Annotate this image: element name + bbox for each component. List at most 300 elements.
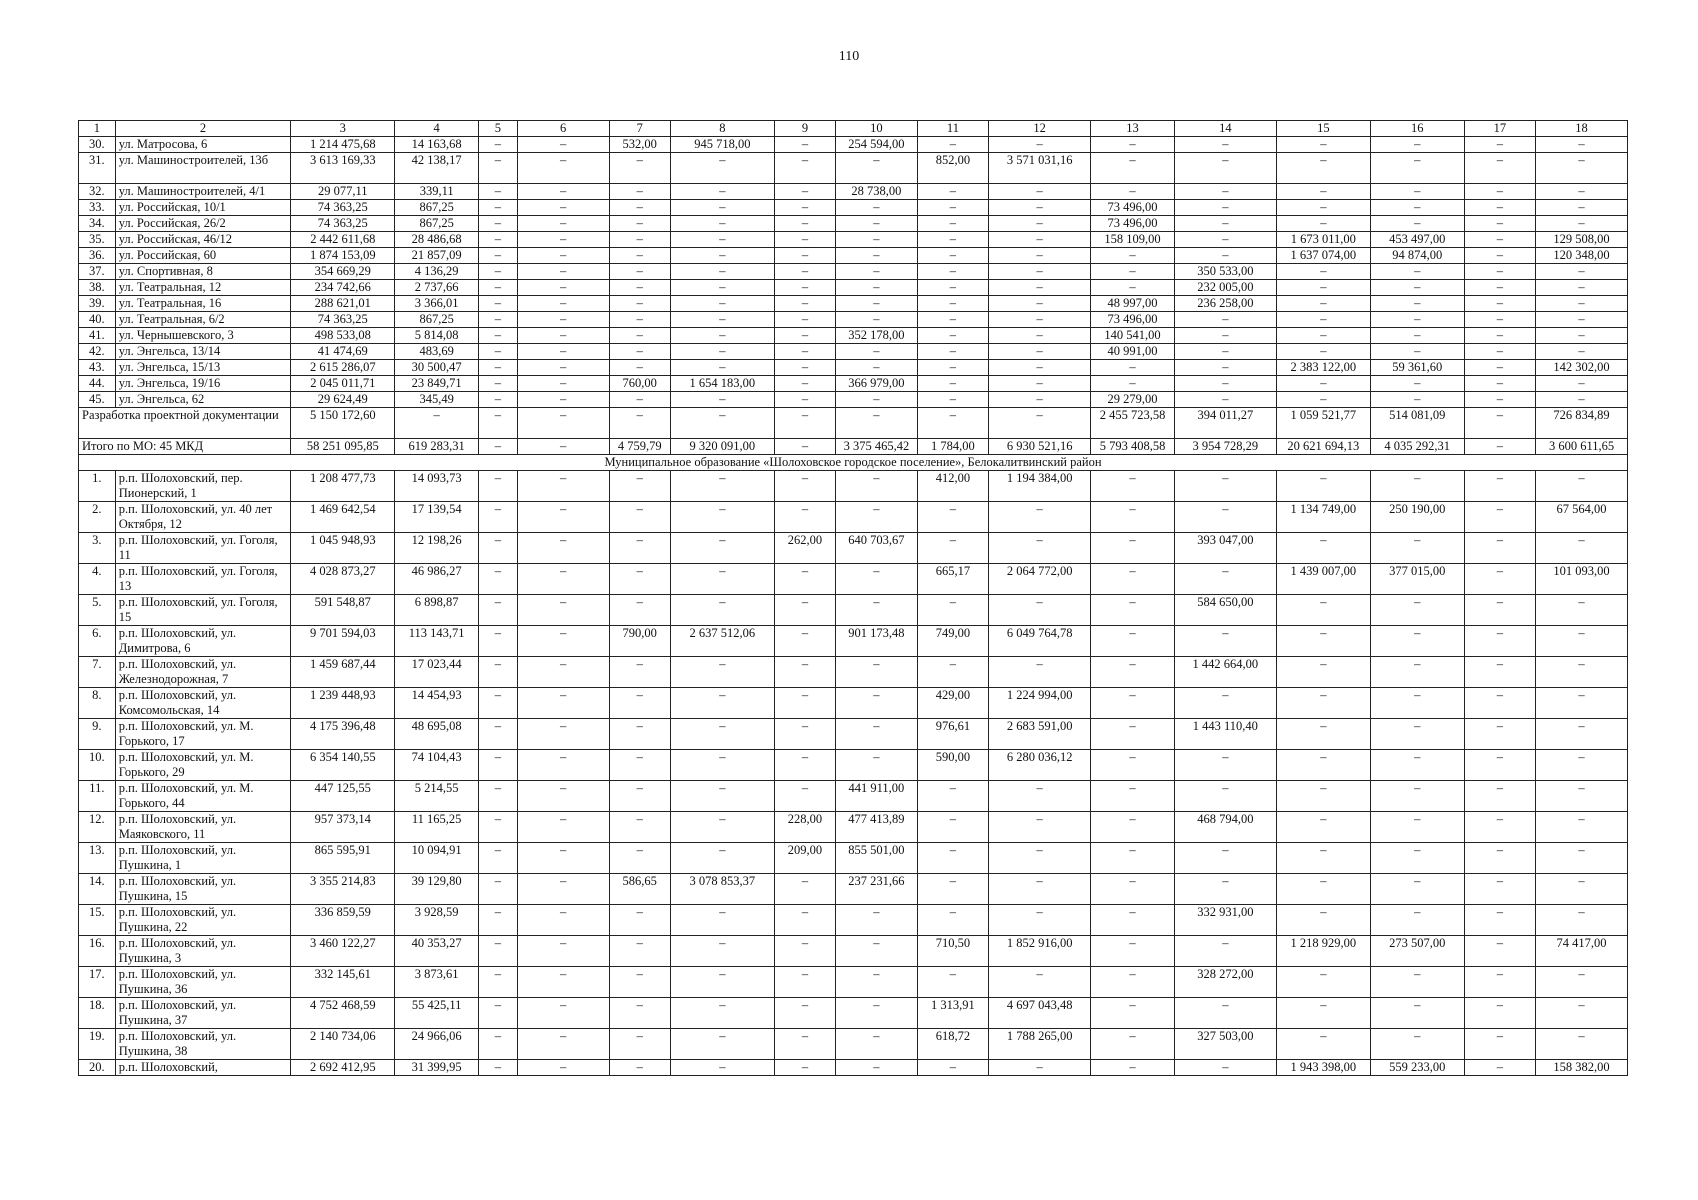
value-cell: 1 443 110,40 xyxy=(1174,719,1276,750)
value-cell: – xyxy=(670,200,774,216)
address-cell: р.п. Шолоховский, ул. М. Горького, 17 xyxy=(115,719,291,750)
value-cell: – xyxy=(478,408,517,439)
value-cell: – xyxy=(478,137,517,153)
value-cell: 1 224 994,00 xyxy=(989,688,1091,719)
value-cell: – xyxy=(609,471,670,502)
value-cell: 339,11 xyxy=(395,184,479,200)
value-cell: 2 455 723,58 xyxy=(1091,408,1175,439)
value-cell: – xyxy=(1536,153,1628,184)
value-cell: – xyxy=(1370,280,1464,296)
address-cell: ул. Энгельса, 15/13 xyxy=(115,360,291,376)
address-cell: ул. Российская, 60 xyxy=(115,248,291,264)
value-cell: – xyxy=(836,312,918,328)
value-cell: – xyxy=(1536,967,1628,998)
value-cell: 4 136,29 xyxy=(395,264,479,280)
value-cell: – xyxy=(1276,688,1370,719)
column-header: 5 xyxy=(478,121,517,137)
value-cell: – xyxy=(989,360,1091,376)
row-number: 30. xyxy=(79,137,116,153)
value-cell: – xyxy=(1174,392,1276,408)
value-cell: – xyxy=(989,1060,1091,1076)
value-cell: – xyxy=(989,248,1091,264)
value-cell: – xyxy=(989,137,1091,153)
row-number: 42. xyxy=(79,344,116,360)
value-cell: – xyxy=(1464,439,1535,455)
value-cell: – xyxy=(774,874,835,905)
value-cell: – xyxy=(609,216,670,232)
value-cell: – xyxy=(1174,750,1276,781)
value-cell: – xyxy=(1276,812,1370,843)
value-cell: – xyxy=(989,408,1091,439)
table-row xyxy=(79,812,1628,843)
value-cell: – xyxy=(1276,296,1370,312)
value-cell: – xyxy=(609,812,670,843)
value-cell: – xyxy=(1464,312,1535,328)
value-cell: – xyxy=(989,392,1091,408)
value-cell: – xyxy=(836,232,918,248)
section-title: Муниципальное образование «Шолоховское городское поселение», Белокалитвинский район xyxy=(79,455,1628,471)
row-number: 38. xyxy=(79,280,116,296)
value-cell: – xyxy=(517,595,609,626)
value-cell: – xyxy=(1370,595,1464,626)
value-cell: – xyxy=(1276,264,1370,280)
address-cell: ул. Театральная, 16 xyxy=(115,296,291,312)
value-cell: – xyxy=(1464,216,1535,232)
value-cell: 254 594,00 xyxy=(836,137,918,153)
value-cell: – xyxy=(774,657,835,688)
row-number: 45. xyxy=(79,392,116,408)
value-cell: – xyxy=(1370,296,1464,312)
address-cell: ул. Театральная, 12 xyxy=(115,280,291,296)
value-cell: – xyxy=(609,392,670,408)
value-cell: – xyxy=(917,812,988,843)
value-cell: – xyxy=(478,184,517,200)
column-header: 9 xyxy=(774,121,835,137)
value-cell: – xyxy=(1370,344,1464,360)
value-cell: – xyxy=(478,1029,517,1060)
value-cell: – xyxy=(478,392,517,408)
value-cell: – xyxy=(836,408,918,439)
value-cell: – xyxy=(917,232,988,248)
value-cell: – xyxy=(1370,967,1464,998)
value-cell: – xyxy=(1536,376,1628,392)
value-cell: 1 194 384,00 xyxy=(989,471,1091,502)
value-cell: – xyxy=(774,781,835,812)
total-row xyxy=(79,439,1628,455)
value-cell: 5 214,55 xyxy=(395,781,479,812)
value-cell: – xyxy=(1174,874,1276,905)
value-cell: 352 178,00 xyxy=(836,328,918,344)
value-cell: 5 814,08 xyxy=(395,328,479,344)
value-cell: 901 173,48 xyxy=(836,626,918,657)
value-cell: 749,00 xyxy=(917,626,988,657)
table-row xyxy=(79,936,1628,967)
value-cell: – xyxy=(1536,137,1628,153)
value-cell: – xyxy=(609,296,670,312)
value-cell: – xyxy=(989,264,1091,280)
value-cell: – xyxy=(1276,200,1370,216)
table-row xyxy=(79,264,1628,280)
value-cell: – xyxy=(774,360,835,376)
value-cell: – xyxy=(670,936,774,967)
value-cell: – xyxy=(478,216,517,232)
value-cell: 332 145,61 xyxy=(291,967,395,998)
value-cell: – xyxy=(774,967,835,998)
row-number: 14. xyxy=(79,874,116,905)
value-cell: – xyxy=(1370,874,1464,905)
value-cell: – xyxy=(670,533,774,564)
value-cell: – xyxy=(478,595,517,626)
value-cell: – xyxy=(1174,502,1276,533)
value-cell: – xyxy=(609,153,670,184)
value-cell: 30 500,47 xyxy=(395,360,479,376)
value-cell: – xyxy=(1091,471,1175,502)
value-cell: – xyxy=(1464,232,1535,248)
row-number: 11. xyxy=(79,781,116,812)
value-cell: – xyxy=(1174,688,1276,719)
value-cell: – xyxy=(1464,1029,1535,1060)
value-cell: – xyxy=(1464,328,1535,344)
value-cell: – xyxy=(478,998,517,1029)
address-cell: р.п. Шолоховский, ул. Пушкина, 3 xyxy=(115,936,291,967)
value-cell: – xyxy=(1276,874,1370,905)
value-cell: 9 701 594,03 xyxy=(291,626,395,657)
row-number: 1. xyxy=(79,471,116,502)
value-cell: 59 361,60 xyxy=(1370,360,1464,376)
value-cell: 867,25 xyxy=(395,200,479,216)
value-cell: 1 788 265,00 xyxy=(989,1029,1091,1060)
value-cell: – xyxy=(517,471,609,502)
address-cell: р.п. Шолоховский, ул. 40 лет Октября, 12 xyxy=(115,502,291,533)
value-cell: 3 460 122,27 xyxy=(291,936,395,967)
value-cell: 855 501,00 xyxy=(836,843,918,874)
row-number: 16. xyxy=(79,936,116,967)
value-cell: 11 165,25 xyxy=(395,812,479,843)
table-row xyxy=(79,967,1628,998)
value-cell: – xyxy=(517,1029,609,1060)
value-cell: – xyxy=(609,781,670,812)
value-cell: 40 353,27 xyxy=(395,936,479,967)
value-cell: 4 028 873,27 xyxy=(291,564,395,595)
value-cell: – xyxy=(1091,719,1175,750)
value-cell: – xyxy=(670,344,774,360)
value-cell: 1 059 521,77 xyxy=(1276,408,1370,439)
value-cell: 328 272,00 xyxy=(1174,967,1276,998)
value-cell: 48 695,08 xyxy=(395,719,479,750)
row-number: 10. xyxy=(79,750,116,781)
value-cell: 976,61 xyxy=(917,719,988,750)
value-cell: 94 874,00 xyxy=(1370,248,1464,264)
row-number: 12. xyxy=(79,812,116,843)
table-row xyxy=(79,137,1628,153)
value-cell: – xyxy=(609,595,670,626)
value-cell: 760,00 xyxy=(609,376,670,392)
value-cell: 46 986,27 xyxy=(395,564,479,595)
value-cell: 498 533,08 xyxy=(291,328,395,344)
value-cell: – xyxy=(1536,264,1628,280)
value-cell: – xyxy=(478,248,517,264)
value-cell: – xyxy=(1370,626,1464,657)
value-cell: – xyxy=(1464,376,1535,392)
value-cell: 74 363,25 xyxy=(291,312,395,328)
value-cell: – xyxy=(609,750,670,781)
value-cell: – xyxy=(1370,719,1464,750)
value-cell: – xyxy=(517,843,609,874)
value-cell: – xyxy=(836,688,918,719)
value-cell: – xyxy=(774,998,835,1029)
column-header: 11 xyxy=(917,121,988,137)
value-cell: 327 503,00 xyxy=(1174,1029,1276,1060)
value-cell: – xyxy=(1536,626,1628,657)
value-cell: 590,00 xyxy=(917,750,988,781)
value-cell: – xyxy=(1091,998,1175,1029)
value-cell: 23 849,71 xyxy=(395,376,479,392)
value-cell: – xyxy=(1536,998,1628,1029)
value-cell: – xyxy=(989,812,1091,843)
value-cell: 232 005,00 xyxy=(1174,280,1276,296)
value-cell: – xyxy=(1276,153,1370,184)
value-cell: 28 486,68 xyxy=(395,232,479,248)
value-cell: – xyxy=(1276,312,1370,328)
value-cell: – xyxy=(1174,781,1276,812)
row-number: 37. xyxy=(79,264,116,280)
row-number: 17. xyxy=(79,967,116,998)
value-cell: – xyxy=(836,344,918,360)
value-cell: – xyxy=(774,328,835,344)
value-cell: 867,25 xyxy=(395,216,479,232)
value-cell: – xyxy=(1370,843,1464,874)
value-cell: 350 533,00 xyxy=(1174,264,1276,280)
value-cell: 31 399,95 xyxy=(395,1060,479,1076)
row-number: 8. xyxy=(79,688,116,719)
value-cell: – xyxy=(517,248,609,264)
value-cell: – xyxy=(517,392,609,408)
address-cell: р.п. Шолоховский, ул. Пушкина, 22 xyxy=(115,905,291,936)
row-number: 19. xyxy=(79,1029,116,1060)
value-cell: 101 093,00 xyxy=(1536,564,1628,595)
value-cell: – xyxy=(517,439,609,455)
value-cell: 29 624,49 xyxy=(291,392,395,408)
value-cell: – xyxy=(670,998,774,1029)
value-cell: – xyxy=(1464,502,1535,533)
value-cell: – xyxy=(670,471,774,502)
value-cell: – xyxy=(517,232,609,248)
address-cell: ул. Чернышевского, 3 xyxy=(115,328,291,344)
column-header: 17 xyxy=(1464,121,1535,137)
value-cell: – xyxy=(1174,998,1276,1029)
value-cell: – xyxy=(917,1060,988,1076)
value-cell: – xyxy=(1536,595,1628,626)
address-cell: ул. Энгельса, 62 xyxy=(115,392,291,408)
value-cell: – xyxy=(517,264,609,280)
value-cell: – xyxy=(1464,264,1535,280)
value-cell: – xyxy=(774,392,835,408)
value-cell: 209,00 xyxy=(774,843,835,874)
value-cell: – xyxy=(609,360,670,376)
value-cell: – xyxy=(774,344,835,360)
value-cell: – xyxy=(1464,967,1535,998)
row-number: 31. xyxy=(79,153,116,184)
value-cell: 6 354 140,55 xyxy=(291,750,395,781)
value-cell: 41 474,69 xyxy=(291,344,395,360)
table-row xyxy=(79,595,1628,626)
value-cell: 354 669,29 xyxy=(291,264,395,280)
value-cell: 332 931,00 xyxy=(1174,905,1276,936)
value-cell: – xyxy=(1536,296,1628,312)
table-row xyxy=(79,280,1628,296)
value-cell: – xyxy=(1464,392,1535,408)
value-cell: – xyxy=(478,905,517,936)
value-cell: – xyxy=(774,1029,835,1060)
value-cell: – xyxy=(670,812,774,843)
value-cell: 1 852 916,00 xyxy=(989,936,1091,967)
value-cell: – xyxy=(478,750,517,781)
value-cell: 1 214 475,68 xyxy=(291,137,395,153)
value-cell: – xyxy=(1370,216,1464,232)
value-cell: – xyxy=(478,688,517,719)
value-cell: 12 198,26 xyxy=(395,533,479,564)
table-row xyxy=(79,1029,1628,1060)
address-cell: р.п. Шолоховский, ул. Железнодорожная, 7 xyxy=(115,657,291,688)
value-cell: – xyxy=(1464,719,1535,750)
value-cell: 945 718,00 xyxy=(670,137,774,153)
value-cell: 2 140 734,06 xyxy=(291,1029,395,1060)
value-cell: – xyxy=(517,216,609,232)
value-cell: – xyxy=(1091,533,1175,564)
value-cell: – xyxy=(917,533,988,564)
row-number: 39. xyxy=(79,296,116,312)
value-cell: – xyxy=(1174,137,1276,153)
row-number: 34. xyxy=(79,216,116,232)
row-number: 40. xyxy=(79,312,116,328)
value-cell: 429,00 xyxy=(917,688,988,719)
value-cell: – xyxy=(1464,998,1535,1029)
value-cell: 39 129,80 xyxy=(395,874,479,905)
value-cell: – xyxy=(1174,344,1276,360)
value-cell: – xyxy=(517,688,609,719)
value-cell: – xyxy=(670,719,774,750)
value-cell: – xyxy=(1464,471,1535,502)
value-cell: – xyxy=(517,376,609,392)
value-cell: – xyxy=(1091,264,1175,280)
value-cell: – xyxy=(670,688,774,719)
value-cell: – xyxy=(517,533,609,564)
value-cell: – xyxy=(1370,657,1464,688)
value-cell: – xyxy=(609,843,670,874)
value-cell: – xyxy=(478,719,517,750)
value-cell: 6 049 764,78 xyxy=(989,626,1091,657)
value-cell: 2 045 011,71 xyxy=(291,376,395,392)
value-cell: – xyxy=(836,564,918,595)
value-cell: – xyxy=(917,296,988,312)
address-cell: ул. Театральная, 6/2 xyxy=(115,312,291,328)
value-cell: – xyxy=(774,153,835,184)
value-cell: – xyxy=(517,905,609,936)
column-header: 7 xyxy=(609,121,670,137)
value-cell: 852,00 xyxy=(917,153,988,184)
value-cell: – xyxy=(1174,376,1276,392)
value-cell: – xyxy=(1174,1060,1276,1076)
value-cell: 514 081,09 xyxy=(1370,408,1464,439)
value-cell: – xyxy=(609,936,670,967)
value-cell: – xyxy=(517,564,609,595)
value-cell: – xyxy=(517,296,609,312)
value-cell: – xyxy=(1464,280,1535,296)
value-cell: 2 737,66 xyxy=(395,280,479,296)
value-cell: – xyxy=(517,184,609,200)
value-cell: – xyxy=(1536,905,1628,936)
value-cell: – xyxy=(1370,184,1464,200)
value-cell: – xyxy=(1276,1029,1370,1060)
value-cell: – xyxy=(917,200,988,216)
value-cell: – xyxy=(1091,376,1175,392)
value-cell: – xyxy=(917,328,988,344)
value-cell: – xyxy=(1091,967,1175,998)
value-cell: 366 979,00 xyxy=(836,376,918,392)
value-cell: – xyxy=(1464,843,1535,874)
address-cell: р.п. Шолоховский, ул. Комсомольская, 14 xyxy=(115,688,291,719)
value-cell: – xyxy=(517,967,609,998)
value-cell: – xyxy=(670,564,774,595)
value-cell: – xyxy=(670,248,774,264)
value-cell: – xyxy=(1276,328,1370,344)
value-cell: – xyxy=(989,533,1091,564)
page-number: 110 xyxy=(838,49,860,64)
value-cell: – xyxy=(1536,312,1628,328)
value-cell: – xyxy=(670,595,774,626)
value-cell: – xyxy=(774,232,835,248)
value-cell: 957 373,14 xyxy=(291,812,395,843)
value-cell: 113 143,71 xyxy=(395,626,479,657)
data-table xyxy=(78,120,1628,1076)
value-cell: 58 251 095,85 xyxy=(291,439,395,455)
value-cell: – xyxy=(1276,781,1370,812)
value-cell: – xyxy=(1091,360,1175,376)
value-cell: – xyxy=(1174,564,1276,595)
value-cell: – xyxy=(1370,392,1464,408)
value-cell: – xyxy=(670,232,774,248)
value-cell: – xyxy=(989,376,1091,392)
value-cell: – xyxy=(836,998,918,1029)
value-cell: – xyxy=(917,392,988,408)
value-cell: – xyxy=(1370,905,1464,936)
value-cell: – xyxy=(1276,184,1370,200)
value-cell: – xyxy=(1370,312,1464,328)
value-cell: – xyxy=(1536,750,1628,781)
value-cell: – xyxy=(774,280,835,296)
value-cell: – xyxy=(609,967,670,998)
row-number: 4. xyxy=(79,564,116,595)
value-cell: – xyxy=(478,328,517,344)
value-cell: 345,49 xyxy=(395,392,479,408)
value-cell: – xyxy=(670,781,774,812)
value-cell: – xyxy=(836,296,918,312)
value-cell: – xyxy=(774,502,835,533)
row-number: 43. xyxy=(79,360,116,376)
value-cell: – xyxy=(989,280,1091,296)
table-row xyxy=(79,312,1628,328)
value-cell: – xyxy=(517,626,609,657)
value-cell: – xyxy=(478,936,517,967)
value-cell: – xyxy=(1091,874,1175,905)
value-cell: – xyxy=(1536,812,1628,843)
value-cell: – xyxy=(774,184,835,200)
value-cell: – xyxy=(836,471,918,502)
row-number: 2. xyxy=(79,502,116,533)
value-cell: – xyxy=(478,471,517,502)
value-cell: – xyxy=(989,874,1091,905)
value-cell: 3 366,01 xyxy=(395,296,479,312)
